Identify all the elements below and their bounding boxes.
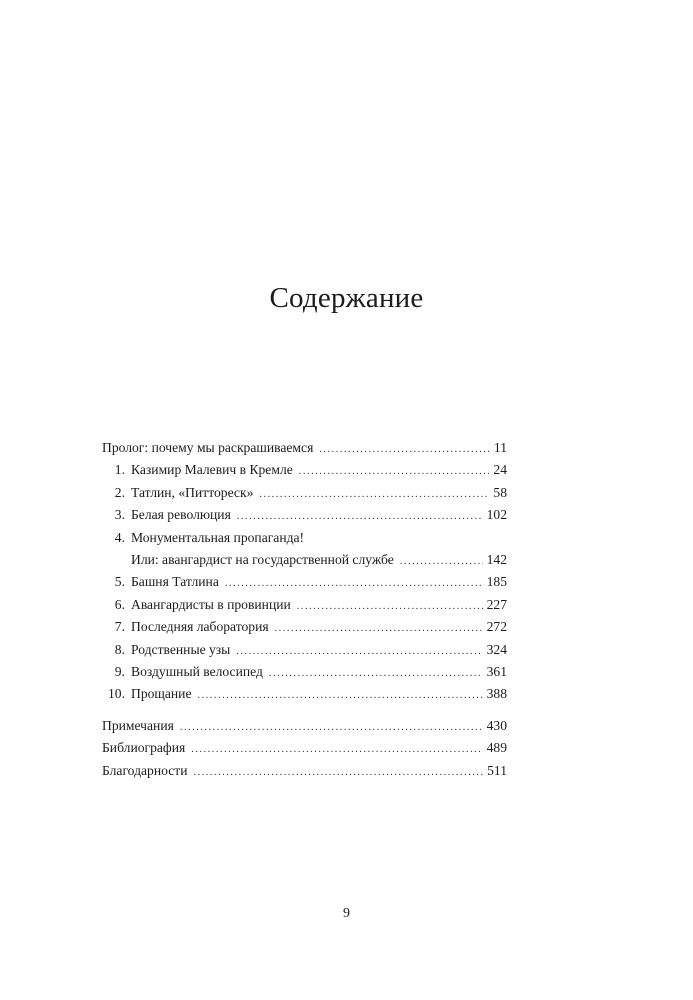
toc-entry-chapter-8 <box>102 639 507 661</box>
toc-entry-page: 11 <box>493 440 507 455</box>
toc-entry-chapter-7 <box>102 616 507 638</box>
toc-entry-page: 489 <box>486 740 507 756</box>
toc-entry-page: 227 <box>486 596 507 612</box>
toc-entry-chapter-6 <box>102 594 507 616</box>
toc-entry-page: 102 <box>486 507 507 523</box>
toc-entry-page: 430 <box>486 718 507 733</box>
toc-entry-label: Примечания <box>102 718 174 733</box>
toc-entry-label: Благодарности <box>102 762 188 778</box>
back-matter-list <box>102 715 507 782</box>
toc-entry-chapter-3 <box>102 504 507 526</box>
dot-leader <box>319 439 490 461</box>
toc-entry-acknowledgements <box>102 760 507 782</box>
toc-entry-label: Воздушный велосипед <box>131 663 263 679</box>
dot-leader <box>297 596 483 618</box>
dot-leader <box>275 618 483 640</box>
dot-leader <box>299 461 490 483</box>
dot-leader <box>259 484 489 506</box>
toc-entry-sublabel: Или: авангардист на государственной службе <box>131 551 394 567</box>
toc-entry-page: 361 <box>486 663 507 679</box>
toc-entry-label: Библиография <box>102 740 186 756</box>
dot-leader <box>400 551 483 573</box>
toc-entry-label: Авангардисты в провинции <box>131 596 291 612</box>
toc-entry-label: Монументальная пропаганда! <box>131 529 305 545</box>
chapter-number: 2. <box>114 484 125 500</box>
dot-leader <box>198 685 483 707</box>
dot-leader <box>225 573 483 595</box>
dot-leader <box>237 506 483 528</box>
toc-entry-page: 388 <box>486 686 507 702</box>
toc-entry-label: Прощание <box>131 686 192 702</box>
dot-leader <box>269 663 483 685</box>
toc-entry-page: 272 <box>486 619 507 635</box>
toc-entry-label: Родственные узы <box>131 641 231 657</box>
chapter-number: 6. <box>114 596 125 612</box>
chapter-number: 9. <box>114 663 125 679</box>
toc-entry-page: 58 <box>493 484 507 500</box>
toc-entry-label: Казимир Малевич в Кремле <box>131 462 293 478</box>
toc-entry-chapter-4 <box>102 527 507 549</box>
page-title: Содержание <box>269 282 424 314</box>
dot-leader <box>191 739 482 761</box>
toc-entry-chapter-1 <box>102 459 507 481</box>
toc-entry-page: 511 <box>487 762 507 778</box>
toc-entry-bibliography <box>102 737 507 759</box>
toc-entry-label: Пролог: почему мы раскрашиваемся <box>102 440 314 455</box>
toc-entry-page: 24 <box>493 462 507 478</box>
toc-entry-page: 324 <box>486 641 507 657</box>
page-number: 9 <box>343 906 350 921</box>
toc-entry-notes <box>102 715 507 737</box>
toc-entry-page: 185 <box>486 574 507 590</box>
chapter-number: 8. <box>114 641 125 657</box>
chapter-number: 4. <box>114 529 125 545</box>
toc-entry-page: 142 <box>486 551 507 567</box>
chapter-number: 10. <box>108 686 125 702</box>
chapter-number: 5. <box>114 574 125 590</box>
dot-leader <box>194 762 484 784</box>
toc-entry-label: Белая революция <box>131 507 231 523</box>
chapter-number: 7. <box>114 619 125 635</box>
toc-entry-chapter-10 <box>102 683 507 705</box>
toc-entry-chapter-5 <box>102 571 507 593</box>
dot-leader <box>236 641 482 663</box>
toc-entry-chapter-2 <box>102 482 507 504</box>
toc-entry-chapter-4-subtitle <box>102 549 507 571</box>
toc-entry-prologue <box>102 437 507 459</box>
toc-entry-chapter-9 <box>102 661 507 683</box>
toc-entry-label: Последняя лаборатория <box>131 619 269 635</box>
toc-entry-label: Татлин, «Питтореск» <box>131 484 254 500</box>
dot-leader <box>180 717 483 739</box>
toc-entry-label: Башня Татлина <box>131 574 219 590</box>
chapter-number: 1. <box>114 462 125 478</box>
table-of-contents <box>102 437 507 706</box>
chapter-number: 3. <box>114 507 125 523</box>
